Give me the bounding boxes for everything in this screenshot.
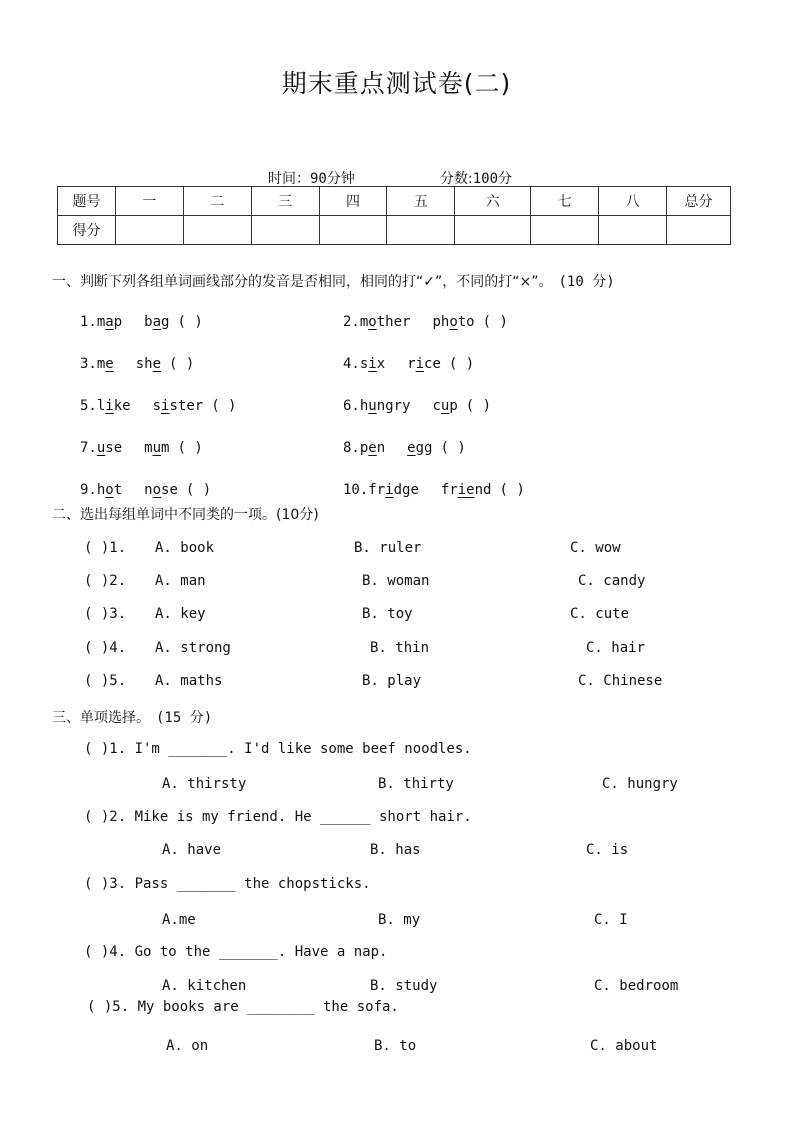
item-number: 9. (80, 482, 97, 498)
question-text[interactable]: ( )3. Pass _______ the chopsticks. (84, 876, 371, 892)
option-c[interactable]: C. Chinese (578, 673, 663, 689)
word-b (153, 398, 204, 414)
word-b-end: se (161, 482, 178, 498)
item-number: 4. (343, 356, 360, 372)
word-a-start: l (96, 398, 106, 414)
word-b (407, 440, 432, 456)
option-b[interactable]: B. thin (370, 640, 430, 656)
item-number: 2. (343, 314, 360, 330)
word-b (407, 356, 441, 372)
option-a[interactable]: A. have (162, 842, 222, 858)
word-a-start: h (96, 482, 106, 498)
item-number: 6. (343, 398, 360, 414)
item-number: 5. (80, 398, 97, 414)
word-b-underlined: e (407, 440, 416, 456)
word-b-start: ph (432, 314, 450, 330)
word-pair-item (343, 440, 466, 456)
section-3-points: (15 分) (156, 710, 213, 726)
word-b-end: g (161, 314, 170, 330)
word-a (97, 440, 122, 456)
item-number: 3. (80, 356, 97, 372)
score-header-cell: 总分 (667, 187, 731, 216)
word-pair-item (80, 482, 211, 498)
word-b-underlined: u (440, 398, 450, 414)
option-a[interactable]: A.me (162, 912, 196, 928)
word-a-end: p (113, 314, 123, 330)
question-text[interactable]: ( )5. My books are ________ the sofa. (87, 999, 399, 1015)
word-a-underlined: o (368, 314, 377, 330)
option-c[interactable]: C. candy (578, 573, 646, 589)
option-a[interactable]: A. man (155, 573, 206, 589)
word-b-underlined: e (152, 356, 162, 372)
option-b[interactable]: B. my (378, 912, 421, 928)
word-pair-item (343, 314, 508, 330)
option-a[interactable]: A. strong (155, 640, 231, 656)
score-header-cell: 五 (387, 187, 455, 216)
answer-blank[interactable]: ( ) (465, 398, 492, 414)
score-header-cell: 七 (531, 187, 599, 216)
word-a-start: m (96, 356, 106, 372)
section-1-points: (10 分) (558, 274, 615, 290)
score-cell[interactable] (531, 216, 599, 245)
word-b-underlined: u (152, 440, 162, 456)
option-c[interactable]: C. about (590, 1038, 658, 1054)
option-a[interactable]: A. key (155, 606, 206, 622)
time-value: 90分钟 (310, 171, 355, 187)
score-cell[interactable] (183, 216, 251, 245)
option-b[interactable]: B. woman (362, 573, 430, 589)
answer-blank[interactable]: ( ) (482, 314, 508, 330)
word-b-end: nd (474, 482, 492, 498)
question-text[interactable]: ( )1. I'm _______. I'd like some beef noodles. (84, 741, 472, 757)
score-cell[interactable] (251, 216, 319, 245)
word-b-start: r (407, 356, 416, 372)
word-b-start: m (144, 440, 153, 456)
option-c[interactable]: C. wow (570, 540, 621, 556)
word-b-start: n (144, 482, 153, 498)
word-a-start: m (96, 314, 106, 330)
word-b-end: m (161, 440, 170, 456)
section-2-heading: 二、选出每组单词中不同类的一项。(10分) (52, 507, 319, 523)
word-a (97, 356, 114, 372)
word-b-start: b (144, 314, 153, 330)
option-b[interactable]: B. ruler (354, 540, 422, 556)
word-a-underlined: a (105, 314, 114, 330)
word-a (368, 482, 419, 498)
option-b[interactable]: B. thirty (378, 776, 454, 792)
word-b-underlined: a (152, 314, 162, 330)
word-b-underlined: i (415, 356, 425, 372)
word-b-start: fr (440, 482, 458, 498)
word-a-underlined: u (368, 398, 377, 414)
option-a[interactable]: A. thirsty (162, 776, 247, 792)
word-a-underlined: i (385, 482, 394, 498)
question-number[interactable]: ( )1. (84, 540, 127, 556)
word-b (136, 356, 161, 372)
answer-blank[interactable]: ( ) (185, 482, 212, 498)
word-a (97, 482, 122, 498)
score-header-cell: 六 (455, 187, 531, 216)
answer-blank[interactable]: ( ) (211, 398, 237, 414)
word-b-underlined: ie (457, 482, 475, 498)
score-cell[interactable] (667, 216, 731, 245)
word-a-underlined: e (105, 356, 114, 372)
word-b-end: gg (415, 440, 433, 456)
option-a[interactable]: A. on (166, 1038, 209, 1054)
word-a (360, 314, 411, 330)
question-text[interactable]: ( )2. Mike is my friend. He ______ short hair. (84, 809, 472, 825)
option-b[interactable]: B. toy (362, 606, 413, 622)
score-table (57, 186, 731, 245)
answer-blank[interactable]: ( ) (440, 440, 466, 456)
word-a-underlined: e (368, 440, 377, 456)
question-number[interactable]: ( )2. (84, 573, 127, 589)
answer-blank[interactable]: ( ) (177, 440, 203, 456)
question-number[interactable]: ( )5. (84, 673, 127, 689)
option-c[interactable]: C. I (594, 912, 628, 928)
word-b-underlined: o (449, 314, 458, 330)
word-pair-item (343, 482, 525, 498)
word-pair-item (80, 356, 194, 372)
word-a-start: m (359, 314, 369, 330)
word-b-start: sh (135, 356, 153, 372)
word-a-underlined: u (96, 440, 106, 456)
word-a-underlined: i (368, 356, 377, 372)
word-a-start: fr (368, 482, 386, 498)
word-a-underlined: o (105, 482, 114, 498)
word-b-end: p (449, 398, 458, 414)
word-b (144, 482, 178, 498)
word-b (144, 440, 169, 456)
score-header-cell: 题号 (58, 187, 116, 216)
answer-blank[interactable]: ( ) (448, 356, 475, 372)
score-header-cell: 三 (251, 187, 319, 216)
score-cell[interactable] (115, 216, 183, 245)
time-label: 时间： (268, 171, 310, 187)
word-b (144, 314, 169, 330)
item-number: 10. (343, 482, 369, 498)
option-a[interactable]: A. maths (155, 673, 223, 689)
word-a-start: p (359, 440, 369, 456)
answer-blank[interactable]: ( ) (169, 356, 195, 372)
option-a[interactable]: A. book (155, 540, 215, 556)
word-pair-item (80, 398, 236, 414)
option-b[interactable]: B. to (374, 1038, 417, 1054)
word-a (360, 440, 385, 456)
option-c[interactable]: C. bedroom (594, 978, 679, 994)
page-title: 期末重点测试卷(二) (281, 69, 512, 98)
section-1-heading (52, 271, 615, 291)
score-row-label: 得分 (58, 216, 116, 245)
word-b-end: ce (424, 356, 441, 372)
word-pair-item (343, 356, 474, 372)
word-a (360, 398, 411, 414)
time-info (268, 168, 355, 188)
word-a-end: ther (376, 314, 411, 330)
option-c[interactable]: C. hungry (602, 776, 678, 792)
word-a-end: dge (393, 482, 419, 498)
score-value: 100分 (472, 171, 513, 187)
score-cell[interactable] (387, 216, 455, 245)
score-header-cell: 八 (599, 187, 667, 216)
word-b-end: ster (169, 398, 204, 414)
word-a-underlined: i (105, 398, 114, 414)
score-label: 分数: (440, 171, 473, 187)
word-a-end: n (376, 440, 386, 456)
score-table-header-row (58, 187, 731, 216)
word-a-end: se (105, 440, 123, 456)
word-b-underlined: i (161, 398, 170, 414)
item-number: 1. (80, 314, 97, 330)
score-cell[interactable] (455, 216, 531, 245)
word-a-end: ngry (376, 398, 411, 414)
option-b[interactable]: B. play (362, 673, 422, 689)
question-number[interactable]: ( )3. (84, 606, 127, 622)
word-b-start: c (432, 398, 441, 414)
word-b-start: s (152, 398, 162, 414)
score-header-cell: 四 (319, 187, 387, 216)
score-info (440, 168, 512, 188)
word-b-underlined: o (152, 482, 162, 498)
word-a-end: x (376, 356, 386, 372)
score-header-cell: 二 (183, 187, 251, 216)
score-table-score-row (58, 216, 731, 245)
word-b-end: to (457, 314, 475, 330)
word-a-start: h (359, 398, 369, 414)
word-b (432, 314, 474, 330)
section-1-heading-text: 一、判断下列各组单词画线部分的发音是否相同，相同的打“✓”，不同的打“×”。 (52, 274, 553, 290)
word-a (97, 398, 131, 414)
option-b[interactable]: B. study (370, 978, 438, 994)
word-pair-item (80, 314, 203, 330)
question-number[interactable]: ( )4. (84, 640, 127, 656)
word-b (441, 482, 492, 498)
item-number: 8. (343, 440, 360, 456)
option-c[interactable]: C. is (586, 842, 629, 858)
score-cell[interactable] (599, 216, 667, 245)
word-a (360, 356, 385, 372)
option-c[interactable]: C. cute (570, 606, 630, 622)
word-a (97, 314, 122, 330)
score-cell[interactable] (319, 216, 387, 245)
word-b (432, 398, 457, 414)
section-3-heading-text: 三、单项选择。 (52, 710, 150, 726)
question-text[interactable]: ( )4. Go to the _______. Have a nap. (84, 944, 388, 960)
word-pair-item (80, 440, 203, 456)
score-header-cell: 一 (115, 187, 183, 216)
answer-blank[interactable]: ( ) (499, 482, 525, 498)
word-a-end: ke (113, 398, 131, 414)
option-a[interactable]: A. kitchen (162, 978, 247, 994)
section-3-heading (52, 707, 212, 727)
answer-blank[interactable]: ( ) (177, 314, 203, 330)
item-number: 7. (80, 440, 97, 456)
word-a-start: s (359, 356, 369, 372)
word-pair-item (343, 398, 491, 414)
option-c[interactable]: C. hair (586, 640, 646, 656)
word-a-end: t (113, 482, 123, 498)
option-b[interactable]: B. has (370, 842, 421, 858)
